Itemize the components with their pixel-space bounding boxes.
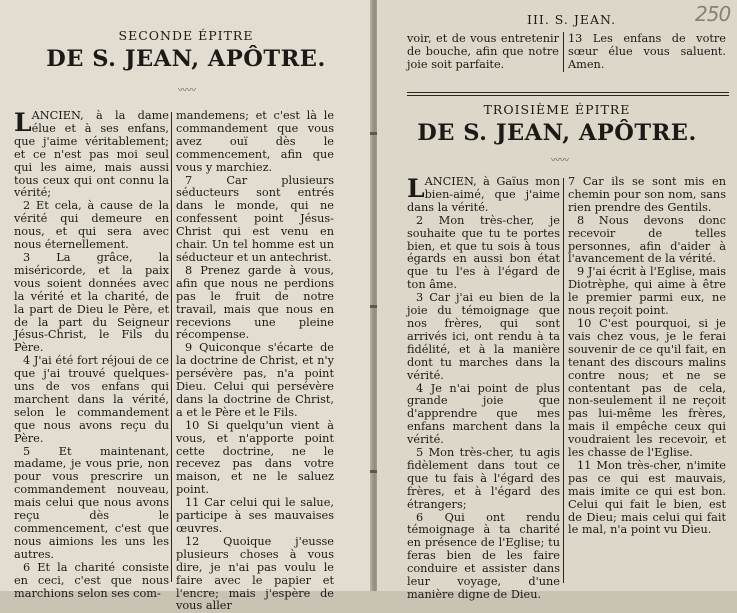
verse: 5 Mon très-cher, tu agis fidèlement dans tout ce que tu fais à l'égard des frères, et à l'égard des étrangers;: [407, 446, 560, 511]
running-head: III. S. JEAN.: [527, 12, 617, 27]
left-column-2: [176, 109, 334, 613]
verse: 4 Je n'ai point de plus grande joie que d'apprendre que mes enfans marchent dans la vérité.: [407, 381, 560, 447]
verse: 7 Car plusieurs séducteurs sont entrés dans le monde, qui ne confessent point Jésus-Christ qui est venu en chair. Un tel homme est un séducteur et un antechrist.: [176, 173, 334, 264]
verse: 5 Et maintenant, madame, je vous prie, non pour vous prescrire un commandement nouveau, mais celui que nous avons reçu dès le commencement, c'est que nous aimions les uns les autres.: [14, 444, 169, 561]
epistle-title: DE S. JEAN, APÔTRE.: [46, 46, 326, 72]
epistle-subtitle: TROISIÈME ÉPITRE: [483, 102, 631, 117]
ornament-divider: 〰〰: [550, 156, 569, 166]
verse: 9 J'ai écrit à l'Eglise, mais Diotrèphe, qui aime à être le premier parmi eux, ne nous reçoit point.: [568, 265, 726, 318]
handwritten-page-number: 250: [695, 2, 731, 26]
epistle-subtitle: SECONDE ÉPITRE: [118, 28, 254, 43]
verse: 10 Si quelqu'un vient à vous, et n'apporte point cette doctrine, ne le recevez pas dans votre maison, et ne le saluez point.: [176, 418, 334, 497]
verse: 4 J'ai été fort réjoui de ce que j'ai trouvé quelques-uns de vos enfans qui marchent dans la vérité, selon le commandement que nous avons reçu du Père.: [14, 354, 169, 445]
drop-cap: L: [14, 108, 31, 137]
verse: 7 Car ils se sont mis en chemin pour son nom, sans rien prendre des Gentils.: [568, 175, 726, 214]
verse: 11 Car celui qui le salue, participe à ses mauvaises œuvres.: [176, 496, 334, 535]
right-page: [377, 0, 737, 601]
column-divider: [563, 32, 564, 72]
section-rule: [407, 95, 729, 96]
verse: mandemens; et c'est là le commandement que vous avez ouï dès le commencement, afin que vous y marchiez.: [176, 109, 334, 174]
verse: 9 Quiconque s'écarte de la doctrine de Christ, et n'y persévère pas, n'a point Dieu. Celui qui persévère dans la doctrine de Christ, a et le Père et le Fils.: [176, 341, 334, 419]
verse: 2 Mon très-cher, je souhaite que tu te portes bien, et que tu sois à tous égards en aussi bon état que tu l'es à l'égard de ton âme.: [407, 213, 560, 292]
verse: LANCIEN, à Gaïus mon bien-aimé, que j'aime dans la vérité.: [407, 174, 560, 214]
verse: 6 Et la charité consiste en ceci, c'est que nous marchions selon ses com-: [14, 560, 169, 600]
left-column-1: [14, 108, 169, 600]
section-rule: [407, 92, 729, 93]
right-column-2: [568, 176, 726, 586]
verse: 2 Et cela, à cause de la vérité qui demeure en nous, et qui sera avec nous éternellement.: [14, 199, 169, 252]
column-divider: [171, 112, 172, 582]
right-column-1: [407, 174, 560, 601]
verse: 10 C'est pourquoi, si je vais chez vous, je le ferai souvenir de ce qu'il fait, en tenant des discours malins contre nous; et ne se contentant pas de cela, non-seulement il ne reçoit pas lui-même les frères, mais il empêche ceux qui voudraient les recevoir, et les chasse de l'Eglise.: [568, 316, 726, 460]
continued-verse: voir, et de vous entretenir de bouche, afin que notre joie soit parfaite.: [407, 32, 559, 71]
verse: 12 Quoique j'eusse plusieurs choses à vous dire, je n'ai pas voulu le faire avec le papier et l'encre; mais j'espère de vous aller: [176, 534, 334, 613]
epistle-title: DE S. JEAN, APÔTRE.: [417, 120, 697, 146]
verse: LANCIEN, à la dame élue et à ses enfans, que j'aime véritablement; et ce n'est pas moi seul qui les aime, mais aussi tous ceux qui ont connu la vérité;: [14, 108, 169, 200]
verse: 3 La grâce, la miséricorde, et la paix vous soient données avec la vérité et la charité, de la part de Dieu le Père, et de la part du Seigneur Jésus-Christ, le Fils du Père.: [14, 250, 169, 355]
verse: 11 Mon très-cher, n'imite pas ce qui est mauvais, mais imite ce qui est bon. Celui qui fait le bien, est de Dieu; mais celui qui fait le mal, n'a point vu Dieu.: [568, 458, 726, 537]
verse: 6 Qui ont rendu témoignage à ta charité en présence de l'Eglise; tu feras bien de les faire conduire et assister dans leur voyage, d'une manière digne de Dieu.: [407, 510, 560, 601]
column-divider: [563, 178, 564, 583]
verse: 8 Prenez garde à vous, afin que nous ne perdions pas le fruit de notre travail, mais que nous en recevions une pleine récompense.: [176, 263, 334, 342]
continued-verse: 13 Les enfans de votre sœur élue vous saluent. Amen.: [568, 32, 726, 71]
verse: 8 Nous devons donc recevoir de telles personnes, afin d'aider à l'avancement de la vérité.: [568, 213, 726, 266]
drop-cap: L: [407, 174, 424, 203]
verse: 3 Car j'ai eu bien de la joie du témoignage que nos frères, qui sont arrivés ici, ont rendu à ta fidélité, et à la manière dont tu marches dans la vérité.: [407, 291, 560, 382]
ornament-divider: 〰〰: [177, 86, 196, 96]
